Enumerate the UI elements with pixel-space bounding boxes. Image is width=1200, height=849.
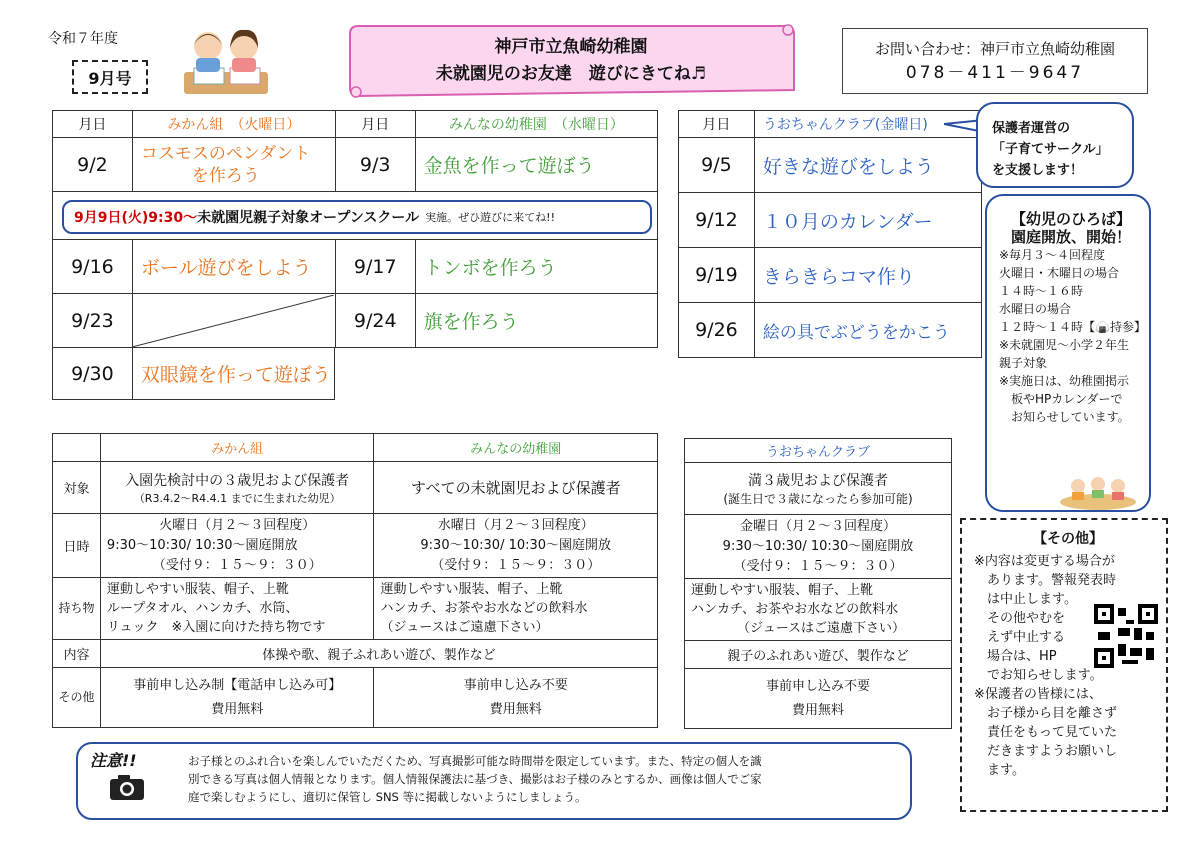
circle-support-bubble <box>976 102 1134 188</box>
qr-code-icon[interactable] <box>1094 604 1158 668</box>
hiroba-line: 板やHPカレンダーで <box>999 392 1123 406</box>
contact-box <box>842 28 1148 94</box>
uo-name: うおちゃんクラブ <box>685 439 952 463</box>
blank-cell <box>53 434 101 462</box>
hiroba-box <box>985 194 1151 512</box>
minna-reception: （受付９：１５～９：３０） <box>431 557 601 573</box>
camera-icon <box>108 772 146 802</box>
other-line: お子様から目を離さず <box>974 706 1118 721</box>
mikan-target: 入園先検討中の３歳児および保護者 <box>125 472 350 489</box>
other-title: 【その他】 <box>1033 531 1103 547</box>
open-school-event: 未就園児親子対象オープンスクール <box>197 210 420 226</box>
hiroba-title-1: 【幼児のひろば】 <box>1010 210 1131 228</box>
children-drawing-illustration <box>180 20 272 100</box>
other-line: ます。 <box>974 763 1025 778</box>
bubble-line: 保護者運営の <box>992 121 1071 136</box>
activity-cell: 絵の具でぶどうをかこう <box>754 303 981 358</box>
schedule-table-last-row <box>52 347 335 400</box>
details-table-mikan-minna <box>52 433 658 728</box>
caution-line: 庭で楽しむようにし、適切に保管し SNS 等に掲載しないようにしましょう。 <box>188 790 587 804</box>
uo-apply: 事前申し込み不要 <box>765 678 870 694</box>
mikan-day: 火曜日（月２～３回程度） <box>159 517 316 533</box>
diagonal-strike <box>132 295 334 347</box>
mikan-items: リュック ※入園に向けた持ち物です <box>106 620 326 635</box>
activity-cell: ボール遊びをしよう <box>132 240 335 294</box>
other-line: あります。警報発表時 <box>974 573 1116 588</box>
bubble-line: を支援します！ <box>992 163 1084 178</box>
mikan-time: 9:30～10:30/ 10:30～園庭開放 <box>106 537 298 553</box>
date-cell: 9/19 <box>679 248 755 303</box>
mikan-items: ループタオル、ハンカチ、水筒、 <box>106 601 299 616</box>
uo-content: 親子のふれあい遊び、製作など <box>685 641 952 669</box>
label-datetime: 日時 <box>53 514 101 578</box>
mikan-fee: 費用無料 <box>211 701 264 717</box>
uo-target: 満３歳児および保護者 <box>748 473 888 489</box>
hiroba-line: 親子対象 <box>999 356 1048 370</box>
hiroba-title-2: 園庭開放、開始！ <box>1010 228 1131 246</box>
shared-content: 体操や歌、親子ふれあい遊び、製作など <box>100 640 657 668</box>
date-cell: 9/30 <box>53 348 133 400</box>
hiroba-line: 水曜日の場合 <box>999 302 1072 316</box>
bubble-line: 「子育てサークル」 <box>992 142 1109 157</box>
caution-line: お子様とのふれ合いを楽しんでいただくため、写真撮影可能な時間帯を限定しています。また、特定の個人を識 <box>188 754 762 768</box>
details-table-uo <box>684 438 952 729</box>
contact-tel: 078－411－9647 <box>905 63 1085 83</box>
hiroba-line: 火曜日・木曜日の場合 <box>999 266 1120 280</box>
label-content: 内容 <box>53 640 101 668</box>
activity-cell: 双眼鏡を作って遊ぼう <box>132 348 334 400</box>
header-uo: うおちゃんクラブ(金曜日) <box>754 111 981 138</box>
uo-time: 9:30～10:30/ 10:30～園庭開放 <box>722 538 914 554</box>
hiroba-line: １４時～１６時 <box>999 284 1084 298</box>
minna-fee: 費用無料 <box>489 701 542 717</box>
sandbox-kids-illustration <box>1058 470 1138 510</box>
mikan-reception: （受付９：１５～９：３０） <box>152 557 322 573</box>
contact-label: お問い合わせ：神戸市立魚崎幼稚園 <box>874 40 1115 58</box>
activity-cell: きらきらコマ作り <box>754 248 981 303</box>
uo-reception: （受付９：１５～９：３０） <box>733 558 903 574</box>
label-items: 持ち物 <box>53 578 101 640</box>
other-line: ※内容は変更する場合が <box>974 554 1115 569</box>
minna-items: 運動しやすい服装、帽子、上靴 <box>380 582 563 597</box>
month-badge: 9月号 <box>72 60 148 94</box>
label-other: その他 <box>53 668 101 728</box>
hiroba-line: ※未就園児～小学２年生 <box>999 338 1130 352</box>
other-line: だきますようお願いし <box>974 744 1118 759</box>
activity-cell: 金魚を作って遊ぼう <box>415 138 657 192</box>
other-line: は中止します。 <box>974 592 1077 607</box>
date-cell: 9/3 <box>335 138 415 192</box>
header-mikan: みかん組 （火曜日） <box>132 111 335 138</box>
school-name: 神戸市立魚崎幼稚園 <box>494 37 648 57</box>
uo-items: （ジュースはご遠慮下さい） <box>736 621 906 636</box>
schedule-table-uo <box>678 110 982 358</box>
header-date: 月日 <box>679 111 755 138</box>
date-cell: 9/26 <box>679 303 755 358</box>
mikan-items: 運動しやすい服装、帽子、上靴 <box>106 582 289 597</box>
minna-apply: 事前申し込み不要 <box>463 677 568 693</box>
uo-items: 運動しやすい服装、帽子、上靴 <box>691 583 874 598</box>
date-cell: 9/12 <box>679 193 755 248</box>
minna-time: 9:30～10:30/ 10:30～園庭開放 <box>420 537 612 553</box>
header-date-2: 月日 <box>335 111 415 138</box>
header-date-1: 月日 <box>53 111 133 138</box>
caution-text <box>188 752 900 806</box>
activity-cell: コスモスのペンダント を作ろう <box>132 138 335 192</box>
date-cell: 9/2 <box>53 138 133 192</box>
other-line: えず中止する <box>974 630 1066 645</box>
uo-day: 金曜日（月２～３回程度） <box>739 518 896 534</box>
date-cell: 9/5 <box>679 138 755 193</box>
minna-items: ハンカチ、お茶やお水などの飲料水 <box>380 601 588 616</box>
activity-cell: 旗を作ろう <box>415 294 657 348</box>
mikan-apply: 事前申し込み制【電話申し込み可】 <box>133 677 342 693</box>
title-text <box>356 34 786 88</box>
mikan-name: みかん組 <box>100 434 374 462</box>
open-school-date: 9月9日(火)9:30～ <box>74 210 198 226</box>
label-target: 対象 <box>53 462 101 514</box>
hiroba-line: お知らせしています。 <box>999 410 1130 424</box>
open-school-banner <box>62 200 652 234</box>
date-cell: 9/24 <box>335 294 415 348</box>
uo-target-note: (誕生日で３歳になったら参加可能) <box>723 492 913 506</box>
uo-fee: 費用無料 <box>791 702 844 718</box>
minna-items: （ジュースはご遠慮下さい） <box>380 620 549 635</box>
hiroba-line: ※実施日は、幼稚園掲示 <box>999 374 1130 388</box>
activity-cell: トンボを作ろう <box>415 240 657 294</box>
minna-name: みんなの幼稚園 <box>374 434 658 462</box>
minna-target: すべての未就園児および保護者 <box>374 462 658 514</box>
hiroba-line: ※毎月３～４回程度 <box>999 248 1106 262</box>
other-line: 場合は、HP <box>974 649 1057 664</box>
other-line: でお知らせします。 <box>974 668 1103 683</box>
other-line: その他やむを <box>974 611 1066 626</box>
header-minna: みんなの幼稚園 （水曜日） <box>415 111 657 138</box>
caution-line: 別できる写真は個人情報となります。個人情報保護法に基づき、撮影はお子様のみとするか、画像は個人でご家 <box>188 772 762 786</box>
activity-cell: １０月のカレンダー <box>754 193 981 248</box>
hiroba-line: １２時～１４時【🍙持参】 <box>999 320 1146 334</box>
caution-title: 注意!! <box>90 751 137 770</box>
activity-cell: 好きな遊びをしよう <box>754 138 981 193</box>
uo-items: ハンカチ、お茶やお水などの飲料水 <box>691 602 899 617</box>
open-school-note: 実施。ぜひ遊びに来てね!! <box>425 211 555 224</box>
other-line: ※保護者の皆様には、 <box>974 687 1102 702</box>
mikan-target-note: （R3.4.2～R4.4.1 までに生まれた幼児） <box>133 491 341 505</box>
other-line: 責任をもって見ていた <box>974 725 1118 740</box>
date-cell: 9/16 <box>53 240 133 294</box>
invitation: 未就園児のお友達 遊びにきてね♬ <box>435 64 707 84</box>
date-cell: 9/17 <box>335 240 415 294</box>
fiscal-year: 令和７年度 <box>48 31 118 47</box>
date-cell: 9/23 <box>53 294 133 348</box>
minna-day: 水曜日（月２～３回程度） <box>437 517 594 533</box>
